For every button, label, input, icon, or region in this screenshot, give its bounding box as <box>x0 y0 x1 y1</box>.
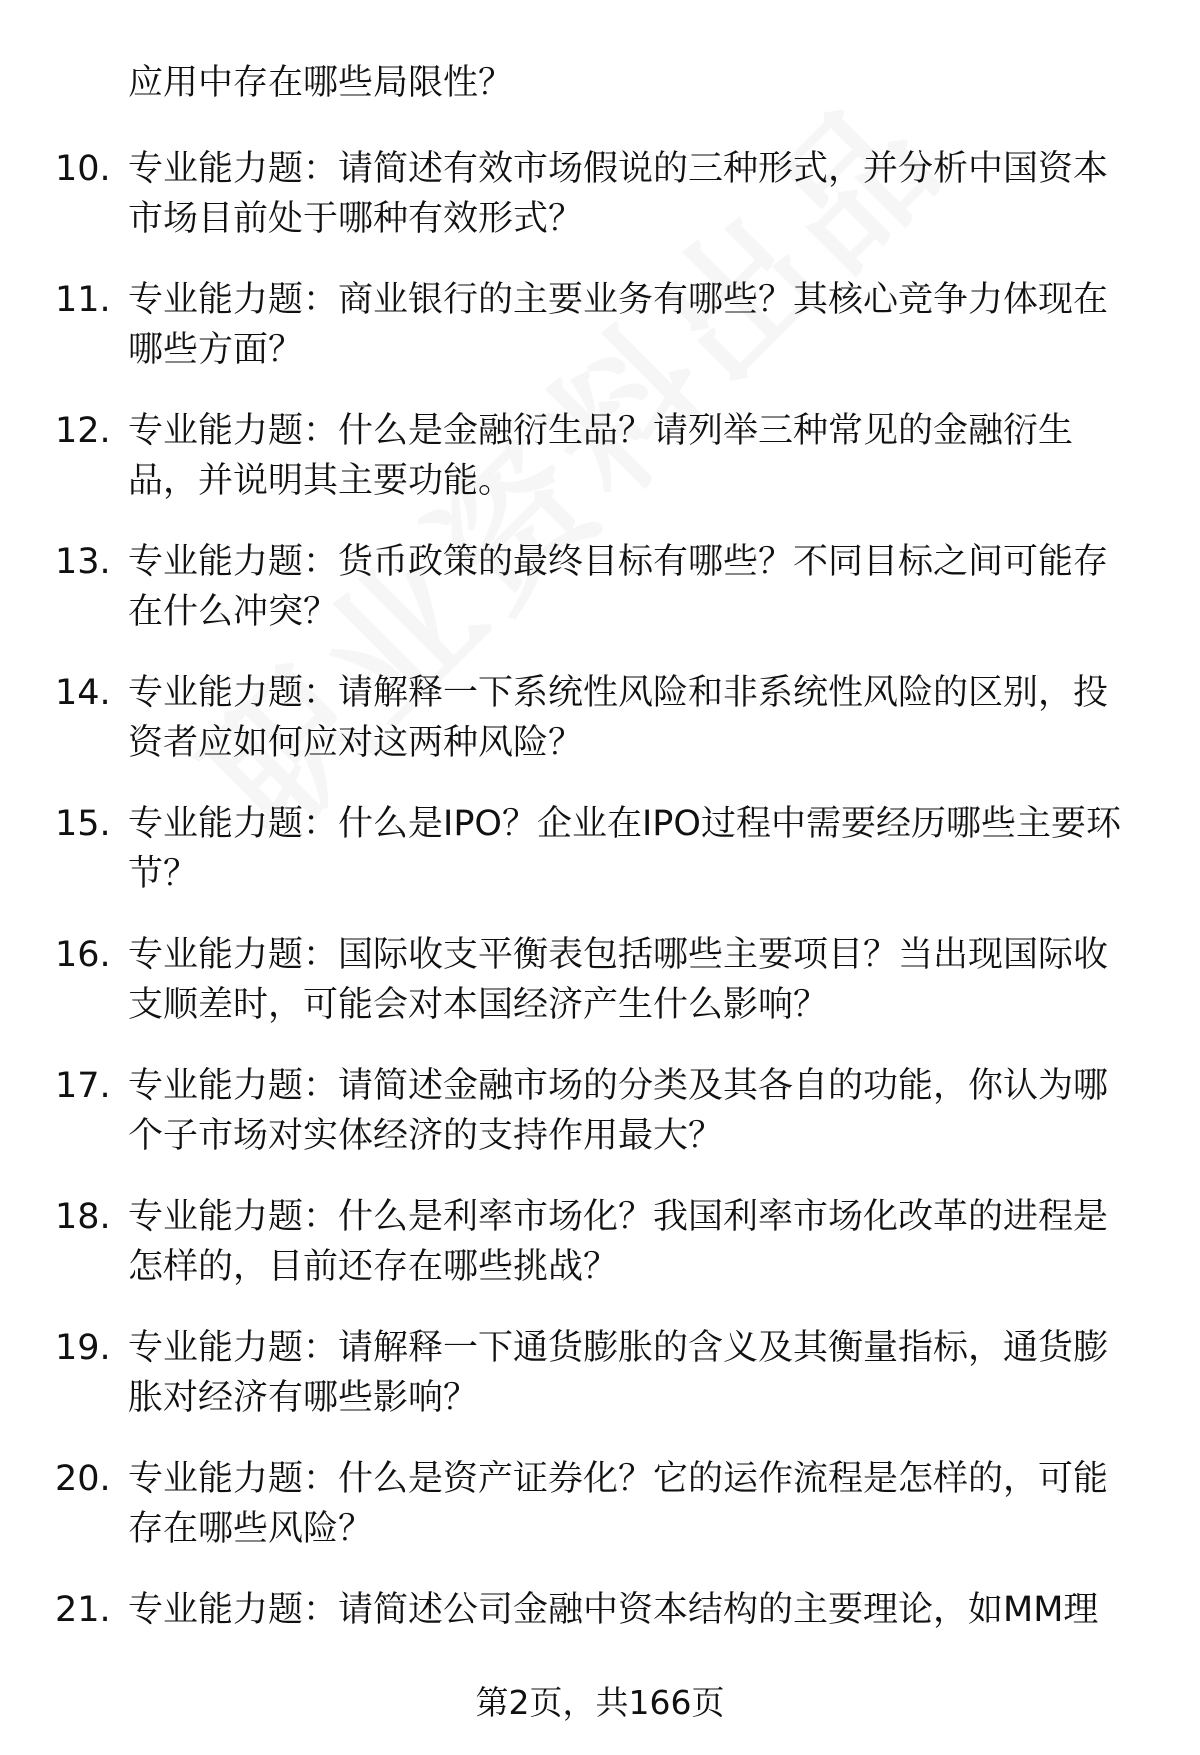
question-text-line: 存在哪些风险？ <box>128 1509 374 1549</box>
question-number: 20. <box>55 1459 111 1499</box>
question-text <box>128 1454 1153 1554</box>
question-text <box>128 537 1153 637</box>
question-text-line: 专业能力题：请解释一下通货膨胀的含义及其衡量指标，通货膨 <box>128 1328 1109 1368</box>
continuation-line: 应用中存在哪些局限性？ <box>128 63 514 103</box>
question-text-line: 资者应如何应对这两种风险？ <box>128 723 584 763</box>
question-number: 11. <box>55 280 111 320</box>
question-text-line: 专业能力题：什么是利率市场化？我国利率市场化改革的进程是 <box>128 1197 1109 1237</box>
question-text-line: 专业能力题：请简述金融市场的分类及其各自的功能，你认为哪 <box>128 1066 1109 1106</box>
question-number: 21. <box>55 1590 111 1630</box>
question-text <box>128 275 1153 375</box>
question-text-line: 品，并说明其主要功能。 <box>128 461 514 501</box>
question-text <box>128 930 1153 1030</box>
question-number: 17. <box>55 1066 111 1106</box>
question-text-line: 专业能力题：什么是金融衍生品？请列举三种常见的金融衍生 <box>128 411 1074 451</box>
question-text-line: 专业能力题：什么是IPO？企业在IPO过程中需要经历哪些主要环 <box>128 804 1121 844</box>
question-text-line: 专业能力题：请解释一下系统性风险和非系统性风险的区别，投 <box>128 673 1109 713</box>
question-text-line: 专业能力题：商业银行的主要业务有哪些？其核心竞争力体现在 <box>128 280 1109 320</box>
question-text <box>128 1323 1153 1423</box>
question-text <box>128 799 1153 899</box>
question-item <box>0 275 1200 406</box>
question-text-line: 胀对经济有哪些影响？ <box>128 1378 479 1418</box>
question-text-line: 专业能力题：请简述公司金融中资本结构的主要理论，如MM理 <box>128 1590 1099 1630</box>
page-footer: 第2页，共166页 <box>475 1683 725 1722</box>
question-text-line: 市场目前处于哪种有效形式？ <box>128 199 584 239</box>
question-item <box>0 799 1200 930</box>
question-item <box>0 406 1200 537</box>
question-list <box>0 144 1200 1716</box>
question-number: 12. <box>55 411 111 451</box>
question-text <box>128 1061 1153 1161</box>
question-text-line: 专业能力题：国际收支平衡表包括哪些主要项目？当出现国际收 <box>128 935 1109 975</box>
question-item <box>0 144 1200 275</box>
question-number: 13. <box>55 542 111 582</box>
question-text <box>128 1585 1153 1635</box>
question-number: 19. <box>55 1328 111 1368</box>
question-item <box>0 1061 1200 1192</box>
question-number: 15. <box>55 804 111 844</box>
question-text-line: 个子市场对实体经济的支持作用最大？ <box>128 1116 724 1156</box>
question-number: 14. <box>55 673 111 713</box>
question-number: 10. <box>55 149 111 189</box>
question-item <box>0 1323 1200 1454</box>
question-text-line: 节？ <box>128 854 199 894</box>
question-text-line: 怎样的，目前还存在哪些挑战？ <box>128 1247 619 1287</box>
question-text <box>128 1192 1153 1292</box>
question-text-line: 专业能力题：货币政策的最终目标有哪些？不同目标之间可能存 <box>128 542 1109 582</box>
question-item <box>0 930 1200 1061</box>
question-number: 16. <box>55 935 111 975</box>
question-text <box>128 406 1153 506</box>
question-item <box>0 1192 1200 1323</box>
question-item <box>0 1454 1200 1585</box>
question-text <box>128 668 1153 768</box>
question-number: 18. <box>55 1197 111 1237</box>
question-text-line: 专业能力题：什么是资产证券化？它的运作流程是怎样的，可能 <box>128 1459 1109 1499</box>
question-text-line: 专业能力题：请简述有效市场假说的三种形式，并分析中国资本 <box>128 149 1109 189</box>
question-item <box>0 537 1200 668</box>
question-text-line: 在什么冲突？ <box>128 592 339 632</box>
question-text-line: 哪些方面？ <box>128 330 304 370</box>
question-text <box>128 144 1153 244</box>
question-text-line: 支顺差时，可能会对本国经济产生什么影响？ <box>128 985 829 1025</box>
question-item <box>0 668 1200 799</box>
